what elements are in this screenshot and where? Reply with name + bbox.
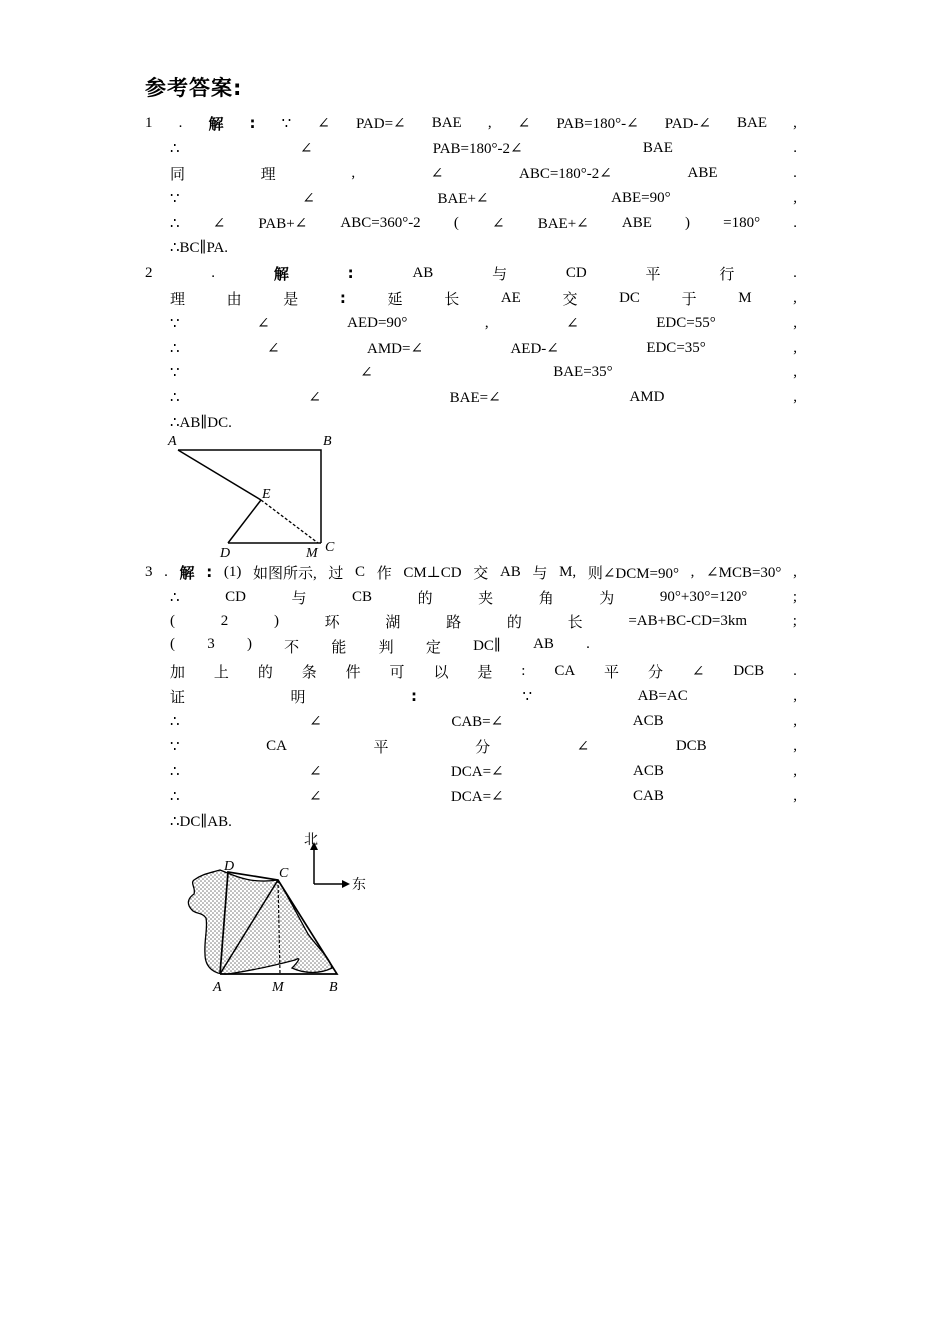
text-token: AE — [500, 289, 521, 306]
text-token: 件 — [345, 664, 361, 681]
text-token: ∠ — [430, 165, 444, 182]
text-token: . — [211, 264, 216, 281]
text-token: BAE — [431, 114, 462, 131]
text-token: ∠ — [266, 340, 280, 357]
text-token: , — [793, 114, 797, 131]
text-token: 的 — [506, 614, 522, 631]
text-token: ∠ — [299, 140, 313, 157]
text-token: ∴ — [170, 340, 180, 357]
text-token: ) — [685, 214, 690, 231]
text-token: . — [164, 563, 168, 580]
label-D: D — [224, 859, 235, 874]
text-token: DCA=∠ — [450, 763, 504, 780]
text-token: ; — [792, 588, 797, 605]
text-token: 明 — [290, 689, 306, 706]
text-token: . — [793, 662, 797, 679]
text-token: : — [339, 289, 346, 307]
text-token: CAB=∠ — [451, 713, 504, 730]
text-token: ) — [246, 636, 252, 652]
text-token: DC∥ — [473, 638, 501, 654]
q3-line-7 — [170, 710, 797, 732]
text-token: DCB — [733, 662, 765, 679]
q2-line-2 — [170, 287, 797, 309]
text-token: ABC=360°-2 — [340, 214, 421, 231]
text-token: CAB — [633, 787, 664, 804]
text-token: 交 — [473, 565, 489, 582]
label-E: E — [262, 487, 271, 502]
label-M: M — [272, 980, 284, 995]
text-token: , — [690, 563, 695, 580]
text-token: 可 — [389, 664, 405, 681]
text-token: 平 — [645, 266, 661, 283]
text-token: ∴ — [170, 140, 180, 157]
q3-line-3 — [170, 610, 797, 632]
text-token: 的 — [417, 590, 433, 607]
text-token: 是 — [477, 664, 493, 681]
text-token: , — [793, 339, 797, 356]
text-token: , — [487, 114, 492, 131]
text-token: BAE+∠ — [537, 215, 589, 232]
q1-line-5 — [170, 212, 797, 234]
text-token: BAE+∠ — [437, 190, 489, 207]
text-token: 定 — [425, 640, 441, 656]
text-token: : — [249, 114, 256, 132]
text-token: 与 — [492, 266, 508, 283]
text-token: AB — [533, 636, 554, 652]
text-token: 如图所示, — [252, 565, 317, 582]
text-token: 能 — [331, 640, 347, 656]
text-token: 行 — [719, 266, 735, 283]
text-token: ∴ — [170, 763, 180, 780]
text-token: 路 — [446, 614, 462, 631]
text-token: ∴ — [170, 589, 180, 606]
q1-line-3 — [170, 162, 797, 184]
q3-line-6 — [170, 685, 797, 707]
text-token: ∠ — [308, 788, 322, 805]
text-token: 同 — [170, 166, 186, 183]
text-token: ∵ — [170, 190, 180, 207]
text-token: ∵ — [170, 364, 180, 381]
label-C: C — [279, 866, 289, 881]
text-token: 3 — [207, 636, 215, 652]
q3-line-2 — [170, 586, 797, 608]
text-token: , — [793, 189, 797, 206]
text-token: 湖 — [385, 614, 401, 631]
text-token: , — [793, 787, 797, 804]
text-token: 分 — [647, 664, 663, 681]
text-token: 长 — [444, 291, 460, 308]
text-token: (1) — [223, 563, 242, 580]
text-token: 延 — [387, 291, 403, 308]
text-token: ∠ — [517, 115, 531, 132]
text-token: 平 — [604, 664, 620, 681]
text-token: , — [793, 712, 797, 729]
text-token: PAB+∠ — [258, 215, 308, 232]
text-token: ∴ — [170, 788, 180, 805]
text-token: ∠MCB=30° — [706, 564, 782, 581]
text-token: 理 — [260, 166, 276, 183]
label-north: 北 — [304, 832, 318, 848]
text-token: AMD=∠ — [367, 340, 424, 357]
label-B: B — [329, 980, 338, 995]
text-token: , — [793, 563, 797, 580]
text-token: ∠ — [566, 315, 579, 332]
text-token: . — [793, 214, 797, 231]
text-token: DCB — [675, 737, 707, 754]
text-token: ( — [170, 612, 175, 629]
text-token: AED-∠ — [510, 340, 559, 357]
text-token: BAE — [737, 114, 768, 131]
q2-line-3 — [170, 312, 797, 334]
text-token: ∠ — [691, 663, 705, 680]
text-token: , — [484, 314, 489, 331]
text-token: ( — [170, 636, 175, 652]
text-token: ; — [792, 612, 797, 629]
label-A: A — [213, 980, 222, 995]
text-token: ∠ — [309, 713, 322, 730]
text-token: ∵ — [170, 738, 180, 755]
q3-line-5 — [170, 660, 797, 682]
text-token: ∵ — [522, 688, 533, 705]
q1-line-1 — [145, 112, 797, 134]
text-token: 解 — [208, 114, 224, 133]
text-token: M, — [559, 563, 577, 580]
text-token: : — [347, 264, 354, 282]
text-token: EDC=35° — [646, 339, 706, 356]
text-token: 与 — [532, 565, 548, 582]
text-token: AB — [412, 264, 434, 281]
q2-line-1 — [145, 262, 797, 284]
text-token: =180° — [723, 214, 761, 231]
q3-figure — [180, 828, 380, 1000]
text-token: 角 — [538, 590, 554, 607]
text-token: 的 — [257, 664, 273, 681]
text-token: 过 — [328, 565, 344, 582]
text-token: BAE=35° — [553, 363, 613, 380]
text-token: 2 — [145, 264, 153, 281]
lake-shape — [188, 870, 332, 974]
text-token: CM⊥CD — [403, 564, 462, 581]
text-token: ( — [453, 214, 459, 231]
text-token: 解 — [179, 563, 195, 582]
q3-line-10 — [170, 785, 797, 807]
text-token: 环 — [324, 614, 340, 631]
text-token: AB=AC — [637, 687, 688, 704]
text-token: 以 — [433, 664, 449, 681]
text-token: ABE=90° — [611, 189, 671, 206]
text-token: ABC=180°-2∠ — [518, 165, 612, 182]
text-token: 条 — [301, 664, 317, 681]
text-token: . — [793, 164, 797, 181]
text-token: 3 — [145, 563, 153, 580]
text-token: M — [738, 289, 752, 306]
text-token: ABE — [687, 164, 718, 181]
text-token: ∠ — [491, 215, 505, 232]
text-token: . — [178, 114, 183, 131]
text-token: ∠ — [308, 763, 322, 780]
text-token: 平 — [373, 739, 389, 756]
text-token: CD — [565, 264, 587, 281]
text-token: ) — [273, 612, 279, 629]
q2-line-4 — [170, 337, 797, 359]
text-token: . — [586, 636, 590, 652]
q2-line-6 — [170, 386, 797, 408]
text-token: 不 — [284, 640, 300, 656]
text-token: BAE — [642, 139, 673, 156]
text-token: 90°+30°=120° — [659, 588, 748, 605]
q1-conclusion: ∴BC∥PA. — [170, 240, 229, 256]
text-token: CA — [266, 737, 287, 754]
text-token: 判 — [378, 640, 394, 656]
text-token: CD — [225, 588, 246, 605]
q3-line-4 — [170, 636, 590, 657]
text-token: 理 — [170, 291, 186, 308]
q1-line-2 — [170, 137, 797, 159]
text-token: . — [793, 139, 797, 156]
q3-line-9 — [170, 760, 797, 782]
label-B: B — [323, 434, 332, 449]
text-token: 2 — [220, 612, 229, 629]
text-token: ACB — [632, 712, 664, 729]
label-A: A — [168, 434, 177, 449]
text-token: ∴ — [170, 713, 180, 730]
text-token: ∴ — [170, 215, 180, 232]
text-token: : — [411, 687, 418, 705]
text-token: 作 — [376, 565, 392, 582]
text-token: 由 — [226, 291, 242, 308]
text-token: CB — [352, 588, 373, 605]
q2-figure — [163, 430, 348, 562]
text-token: PAB=180°-2∠ — [432, 140, 523, 157]
text-token: DCA=∠ — [450, 788, 504, 805]
text-token: 加 — [170, 664, 186, 681]
text-token: 长 — [567, 614, 583, 631]
text-token: PAD-∠ — [664, 115, 711, 132]
q2-conclusion: ∴AB∥DC. — [170, 415, 232, 431]
text-token: 为 — [599, 590, 615, 607]
text-token: 与 — [291, 590, 307, 607]
text-token: BAE=∠ — [449, 389, 501, 406]
text-token: 则∠DCM=90° — [587, 565, 680, 582]
q3-conclusion: ∴DC∥AB. — [170, 814, 232, 830]
text-token: ABE — [621, 214, 652, 231]
text-token: ∠ — [302, 190, 315, 207]
text-token: , — [351, 164, 356, 181]
text-token: ∠ — [576, 738, 590, 755]
text-token: 于 — [681, 291, 697, 308]
text-token: 解 — [273, 264, 289, 283]
text-token: , — [793, 687, 797, 704]
text-token: : — [206, 563, 213, 581]
label-M: M — [306, 546, 318, 561]
text-token: ∠ — [360, 364, 373, 381]
text-token: , — [793, 314, 797, 331]
text-token: PAB=180°-∠ — [556, 115, 639, 132]
text-token: 夹 — [478, 590, 494, 607]
text-token: 交 — [562, 291, 578, 308]
text-token: 1 — [145, 114, 153, 131]
text-token: 是 — [283, 291, 299, 308]
text-token: C — [355, 563, 366, 580]
text-token: ∠ — [212, 215, 226, 232]
text-token: , — [793, 388, 797, 405]
text-token: ∠ — [317, 115, 330, 132]
q3-line-1 — [145, 561, 797, 583]
text-token: CA — [554, 662, 576, 679]
text-token: ∵ — [170, 315, 180, 332]
text-token: DC — [619, 289, 640, 306]
text-token: ACB — [633, 762, 664, 779]
label-east: 东 — [352, 877, 366, 893]
text-token: AED=90° — [347, 314, 408, 331]
q1-line-4 — [170, 187, 797, 209]
text-token: . — [793, 264, 797, 281]
text-token: 证 — [170, 689, 186, 706]
text-token: =AB+BC-CD=3km — [628, 612, 748, 629]
text-token: AMD — [629, 388, 665, 405]
text-token: AB — [499, 563, 521, 580]
text-token: ∠ — [308, 389, 321, 406]
answer-title: 参考答案: — [145, 76, 243, 100]
text-token: ∴ — [170, 389, 180, 406]
text-token: 分 — [475, 739, 491, 756]
q3-line-8 — [170, 735, 797, 757]
text-token: EDC=55° — [656, 314, 716, 331]
label-C: C — [325, 540, 335, 555]
label-D: D — [220, 546, 231, 561]
text-token: , — [793, 737, 797, 754]
text-token: , — [793, 762, 797, 779]
text-token: ∵ — [281, 115, 292, 132]
text-token: ∠ — [257, 315, 270, 332]
q2-line-5 — [170, 361, 797, 383]
text-token: PAD=∠ — [355, 115, 406, 132]
text-token: 上 — [213, 664, 229, 681]
text-token: , — [793, 289, 797, 306]
text-token: : — [521, 662, 526, 679]
text-token: , — [793, 363, 797, 380]
